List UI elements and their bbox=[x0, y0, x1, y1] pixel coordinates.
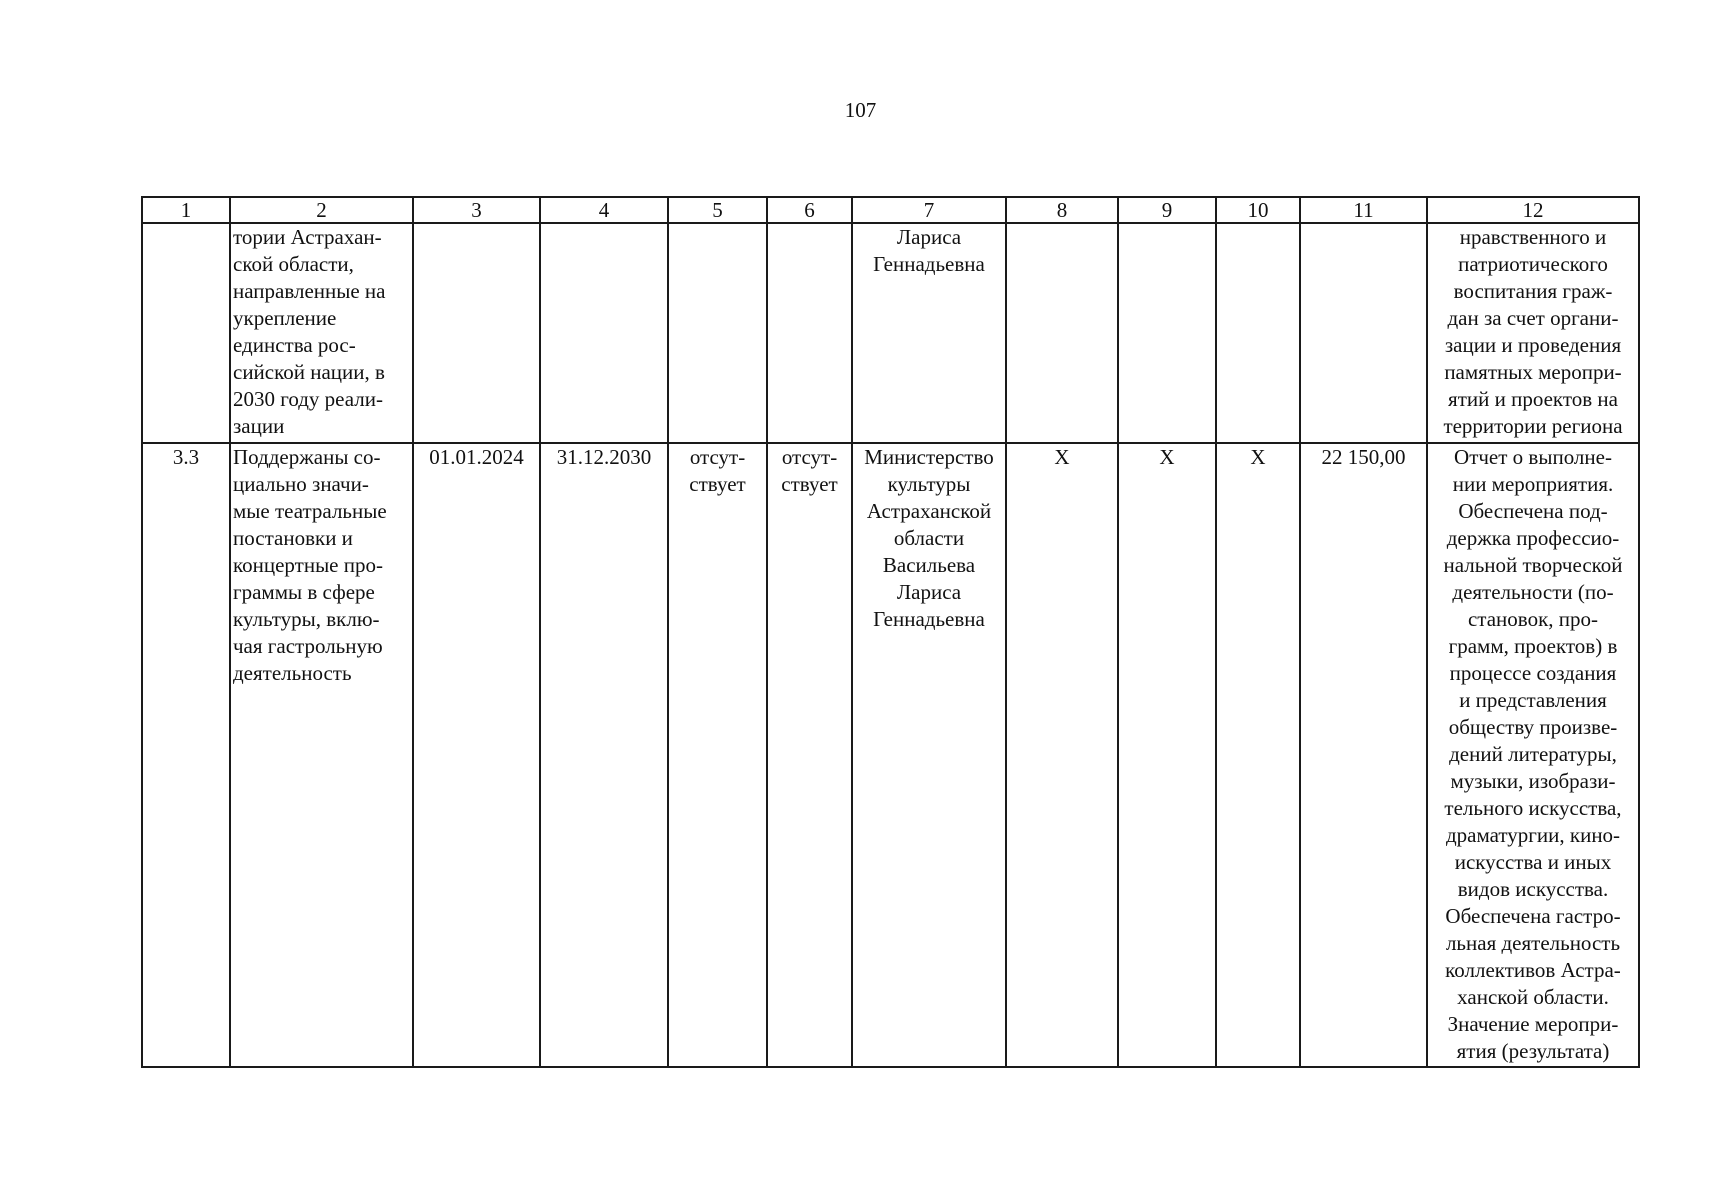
cell-col-5 bbox=[668, 223, 767, 443]
cell-col-5: отсут- ствует bbox=[668, 443, 767, 1067]
cell-col-6: отсут- ствует bbox=[767, 443, 852, 1067]
page-number: 107 bbox=[844, 98, 877, 122]
table-row-continuation bbox=[142, 223, 1639, 443]
column-header: 8 bbox=[1006, 197, 1118, 223]
cell-responsible: Министерство культуры Астраханской области Васильева Лариса Геннадьевна bbox=[852, 443, 1006, 1067]
column-header: 10 bbox=[1216, 197, 1300, 223]
column-header: 1 bbox=[142, 197, 230, 223]
column-header: 4 bbox=[540, 197, 668, 223]
cell-end-date bbox=[540, 223, 668, 443]
activities-table bbox=[141, 196, 1640, 1068]
column-header: 11 bbox=[1300, 197, 1427, 223]
column-header: 7 bbox=[852, 197, 1006, 223]
cell-number bbox=[142, 223, 230, 443]
column-header: 9 bbox=[1118, 197, 1216, 223]
cell-activity-name: тории Астрахан- ской области, направленные на укрепление единства рос- сийской нации, в 2030 году реали- зации bbox=[230, 223, 413, 443]
column-number-row bbox=[142, 197, 1639, 223]
cell-start-date bbox=[413, 223, 540, 443]
cell-col-10: X bbox=[1216, 443, 1300, 1067]
column-header: 5 bbox=[668, 197, 767, 223]
cell-col-9 bbox=[1118, 223, 1216, 443]
cell-result: Отчет о выполне- нии мероприятия. Обеспечена под- держка профессио- нальной творческой деятельности (по- становок, про- грамм, проектов) в процессе создания и представления обществу произве- дений литературы, музыки, изобрази- тельного искусства, драматургии, кино- искусства и иных видов искусства. Обеспечена гастро- льная деятельность коллективов Астра- ханской области. Значение меропри- ятия (результата) bbox=[1427, 443, 1639, 1067]
cell-result: нравственного и патриотического воспитания граж- дан за счет органи- зации и проведения памятных меропри- ятий и проектов на территории региона bbox=[1427, 223, 1639, 443]
column-header: 2 bbox=[230, 197, 413, 223]
cell-col-9: X bbox=[1118, 443, 1216, 1067]
cell-start-date: 01.01.2024 bbox=[413, 443, 540, 1067]
cell-amount bbox=[1300, 223, 1427, 443]
column-header: 3 bbox=[413, 197, 540, 223]
cell-number: 3.3 bbox=[142, 443, 230, 1067]
cell-end-date: 31.12.2030 bbox=[540, 443, 668, 1067]
cell-col-8 bbox=[1006, 223, 1118, 443]
cell-responsible: Лариса Геннадьевна bbox=[852, 223, 1006, 443]
cell-col-8: X bbox=[1006, 443, 1118, 1067]
cell-activity-name: Поддержаны со- циально значи- мые театральные постановки и концертные про- граммы в сфере культуры, вклю- чая гастрольную деятельность bbox=[230, 443, 413, 1067]
cell-col-10 bbox=[1216, 223, 1300, 443]
column-header: 6 bbox=[767, 197, 852, 223]
table-row-3-3 bbox=[142, 443, 1639, 1067]
cell-amount: 22 150,00 bbox=[1300, 443, 1427, 1067]
column-header: 12 bbox=[1427, 197, 1639, 223]
cell-col-6 bbox=[767, 223, 852, 443]
